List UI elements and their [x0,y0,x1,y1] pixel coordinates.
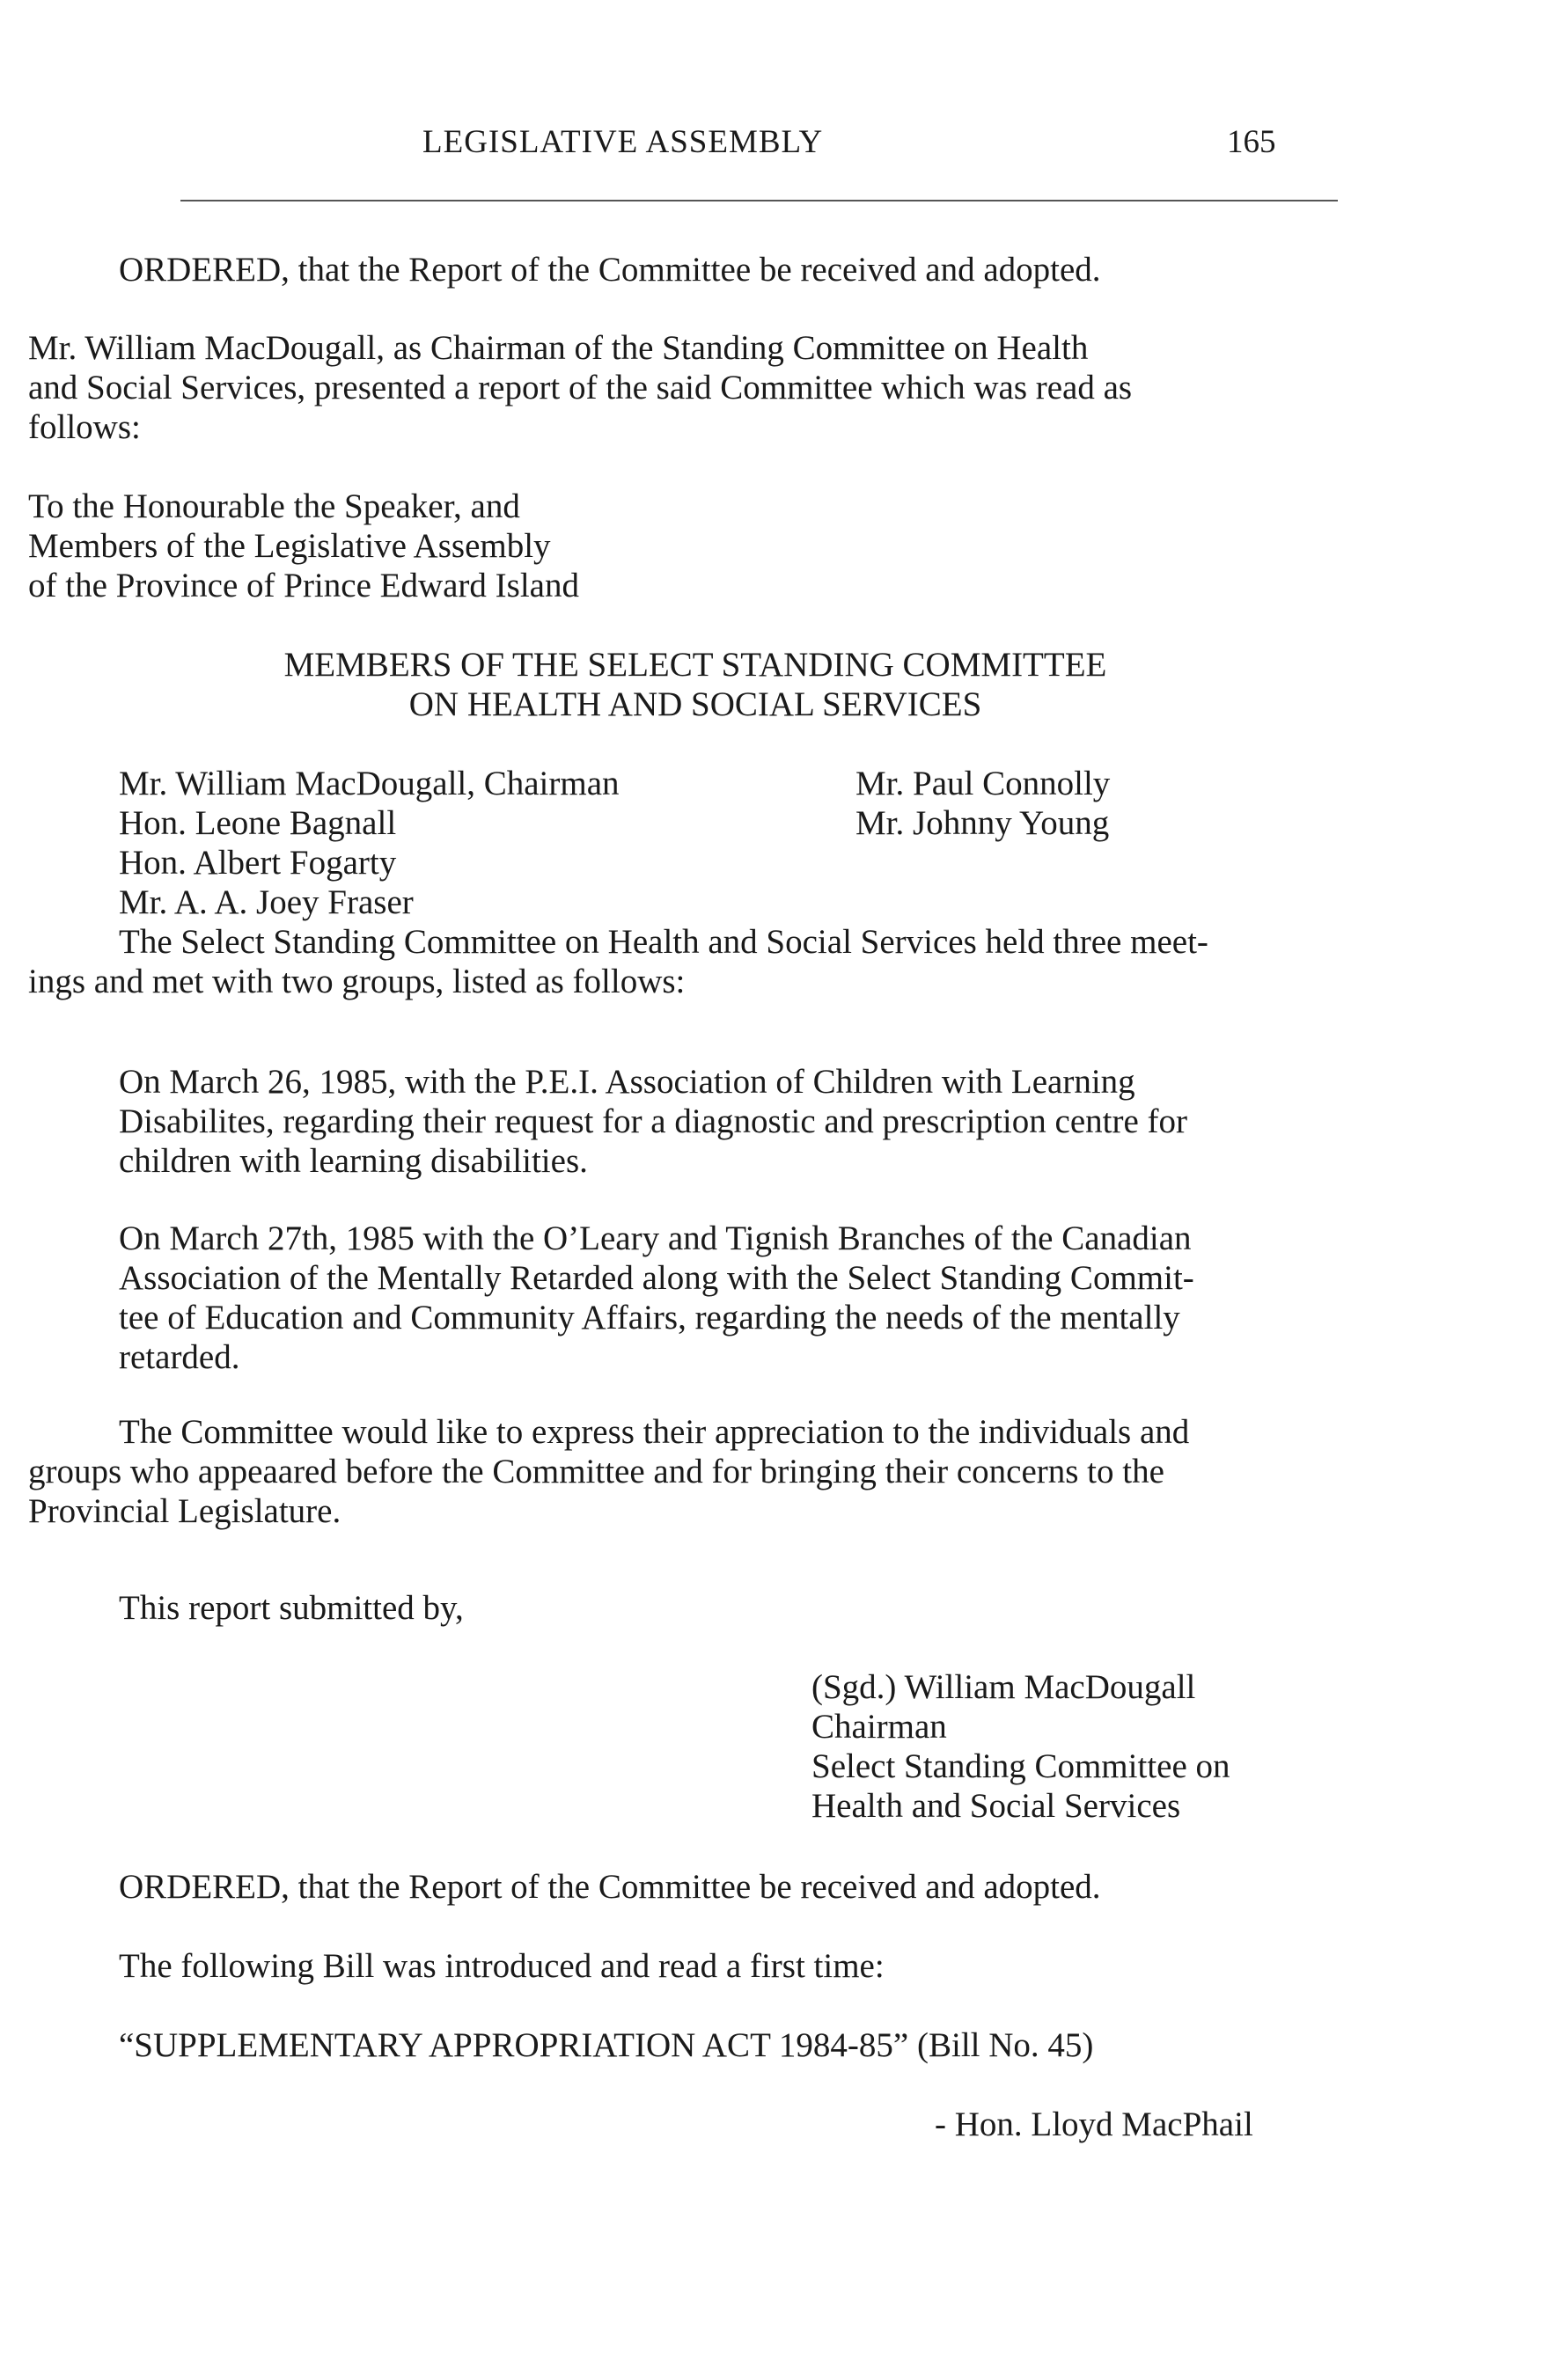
ordered-paragraph-1: ORDERED, that the Report of the Committee be received and adopted. [119,251,1101,289]
meeting-item-2: On March 27th, 1985 with the O’Leary and Tignish Branches of the Canadian Association of the Mentally Retarded along with the Select Standing Commit- tee of Education and Community Affairs, regarding the needs of the mentally retarded. [119,1219,1194,1376]
member-name: Mr. Johnny Young [855,804,1110,842]
ordered-paragraph-2: ORDERED, that the Report of the Committee be received and adopted. [119,1868,1101,1906]
submitted-line: This report submitted by, [119,1589,464,1627]
intro-paragraph: Mr. William MacDougall, as Chairman of the Standing Committee on Health and Social Services, presented a report of the said Committee which was read as follows: [28,329,1133,446]
bill-title: “SUPPLEMENTARY APPROPRIATION ACT 1984-85” (Bill No. 45) [119,2026,1094,2064]
members-list-left [119,764,620,922]
member-name: Hon. Albert Fogarty [119,844,397,882]
bill-sponsor: - Hon. Lloyd MacPhail [935,2105,1253,2143]
header-rule [180,200,1338,201]
page-number: 165 [1227,124,1276,160]
member-name: Mr. Paul Connolly [855,765,1111,802]
signature-block: (Sgd.) William MacDougall Chairman Select Standing Committee on Health and Social Services [811,1668,1230,1825]
meetings-paragraph: The Select Standing Committee on Health and Social Services held three meet- ings and met with two groups, listed as follows: [28,923,1208,1000]
members-heading: MEMBERS OF THE SELECT STANDING COMMITTEE ON HEALTH AND SOCIAL SERVICES [283,646,1107,723]
bill-intro: The following Bill was introduced and read a first time: [119,1947,885,1985]
running-head: LEGISLATIVE ASSEMBLY [422,124,824,160]
meeting-item-1: On March 26, 1985, with the P.E.I. Association of Children with Learning Disabilites, regarding their request for a diagnostic and prescription centre for children with learning disabilities. [119,1063,1187,1180]
member-name: Hon. Leone Bagnall [119,804,397,842]
member-name: Mr. William MacDougall, Chairman [119,765,620,802]
page-header [0,123,1542,167]
member-name: Mr. A. A. Joey Fraser [119,883,414,921]
appreciation-paragraph: The Committee would like to express their appreciation to the individuals and groups who appeaared before the Committee and for bringing their concerns to the Provincial Legislature. [28,1413,1190,1530]
members-list-right [855,764,1110,843]
address-block: To the Honourable the Speaker, and Members of the Legislative Assembly of the Province of Prince Edward Island [28,487,579,604]
